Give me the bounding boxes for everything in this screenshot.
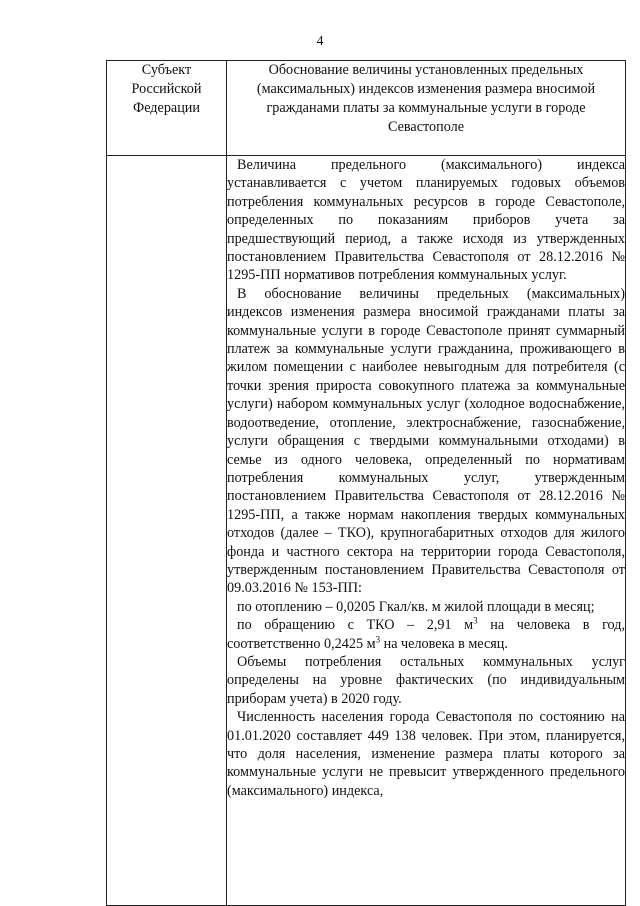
table-body-row: [107, 156, 626, 906]
header-subject: Субъект Российской Федерации: [107, 61, 227, 156]
justification-table: [106, 60, 626, 906]
page-number: 4: [316, 34, 324, 49]
waste-norm-text-b: на человека в год, соответственно 0,2425 м: [227, 617, 625, 652]
justification-cell: [227, 156, 626, 906]
paragraph-other-services: Объемы потребления остальных коммунальных услуг определены на уровне фактических (по индивидуальным приборам учета) в 2020 году.: [227, 653, 625, 707]
subject-cell: [107, 156, 227, 906]
paragraph-heating-norm: по отоплению – 0,0205 Гкал/кв. м жилой площади в месяц;: [237, 598, 595, 615]
paragraph-waste-norm: [227, 616, 625, 653]
paragraph-population: Численность населения города Севастополя по состоянию на 01.01.2020 составляет 449 138 человек. При этом, планируется, что доля населения, изменение размера платы которого за коммунальные услуги не превысит утвержденного предельного (максимального) индекса,: [227, 709, 625, 799]
waste-norm-text-a: по обращению с ТКО – 2,91 м: [237, 617, 474, 634]
paragraph-index-basis: Величина предельного (максимального) индекса устанавливается с учетом планируемых годовых объемов потребления коммунальных ресурсов в городе Севастополе, определенных по показаниям приборов учета за предшествующий период, а также исходя из утвержденных постановлением Правительства Севастополя от 28.12.2016 № 1295-ПП нормативов потребления коммунальных услуг.: [227, 157, 625, 284]
waste-norm-sup-a: 3: [473, 615, 478, 626]
header-justification: Обоснование величины установленных предельных (максимальных) индексов изменения размера вносимой гражданами платы за коммунальные услуги в городе Севастополе: [227, 61, 626, 156]
waste-norm-text-c: на человека в месяц.: [380, 635, 508, 652]
paragraph-payment-basis: В обоснование величины предельных (максимальных) индексов изменения размера вносимой гражданами платы за коммунальные услуги в городе Севастополе принят суммарный платеж за коммунальные услуги гражданина, проживающего в жилом помещении с наиболее невыгодным для потребителя (с точки зрения прироста совокупного платежа за коммунальные услуги) набором коммунальных услуг (холодное водоснабжение, водоотведение, отопление, электроснабжение, газоснабжение, услуги обращения с твердыми коммунальными отходами) в семье из одного человека, определенный по нормативам потребления коммунальных услуг, утвержденным постановлением Правительства Севастополя от 28.12.2016 № 1295-ПП, а также нормам накопления твердых коммунальных отходов (далее – ТКО), крупногабаритных отходов для жилого фонда и частного сектора на территории города Севастополя, утвержденным постановлением Правительства Севастополя от 09.03.2016 № 153-ПП:: [227, 285, 625, 597]
table-header-row: [107, 61, 626, 156]
waste-norm-sup-b: 3: [375, 633, 381, 644]
